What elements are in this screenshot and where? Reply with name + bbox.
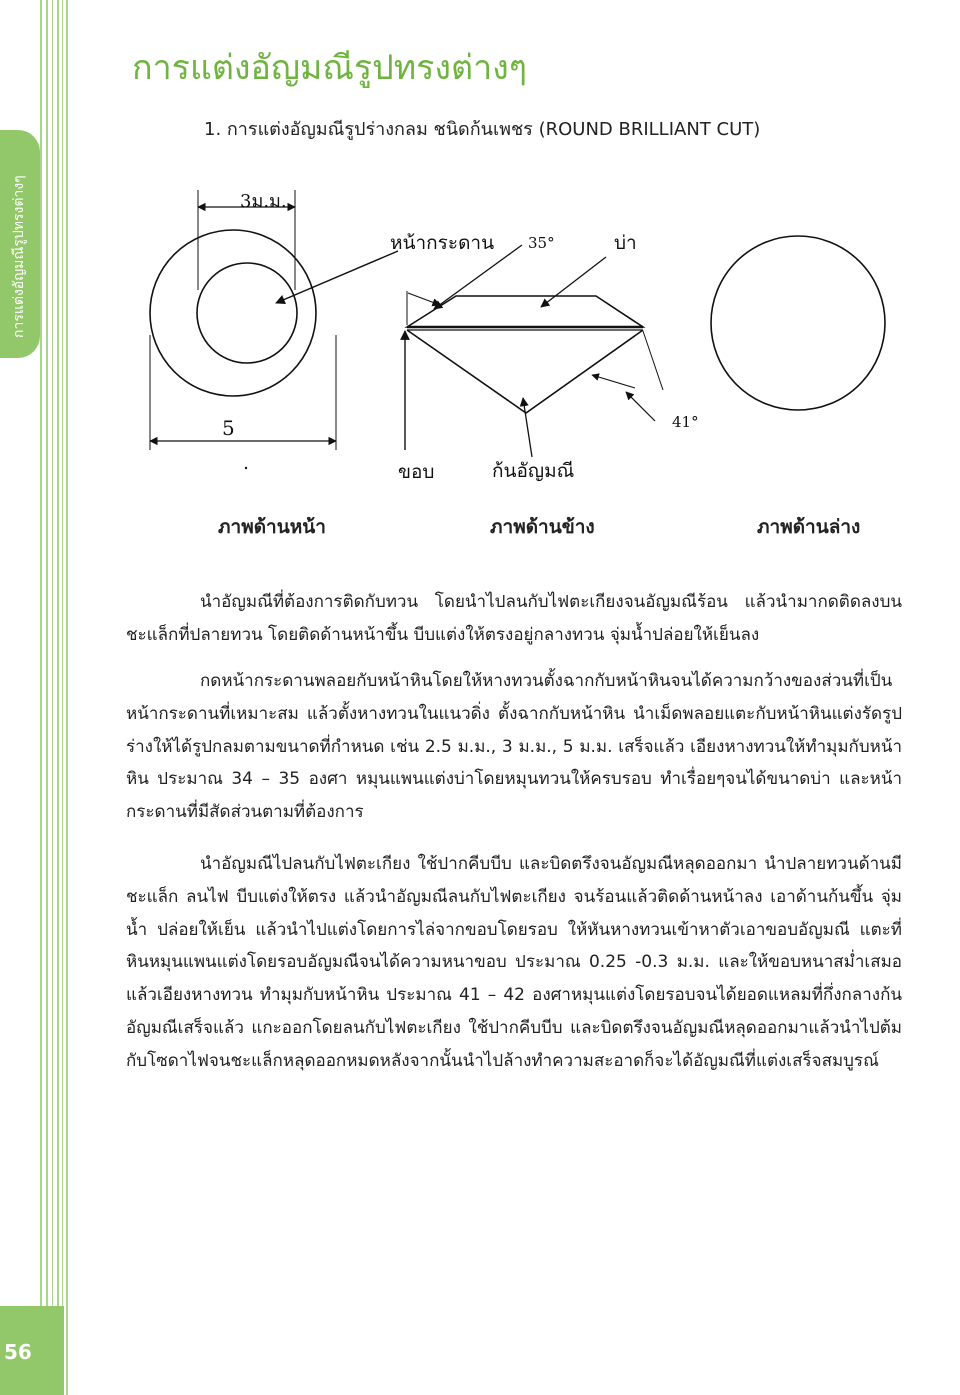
paragraph-3: นำอัญมณีไปลนกับไฟตะเกียง ใช้ปากคีบบีบ และบิดตรึงจนอัญมณีหลุดออกมา นำปลายทวนด้านมีชะแล็ก ลนไฟ บีบแต่งให้ตรง แล้วนำอัญมณีลนกับไฟตะเกียง จนร้อนแล้วติดด้านหน้าลง เอาด้านก้นขึ้น จุ่มน้ำ ปล่อยให้เย็น แล้วนำไปแต่งโดยการไล่จากขอบโดยรอบ ให้หันหางทวนเข้าหาตัวเอาขอบอัญมณี แตะที่หินหมุนแพนแต่งโดยรอบอัญมณีจนได้ความหนาขอบ ประมาณ 0.25 -0.3 ม.ม. และให้ขอบหนาสม่ำเสมอ แล้วเอียงหางทวน ทำมุมกับหน้าหิน ประมาณ 41 – 42 องศาหมุนแต่งโดยรอบจนได้ยอดแหลมที่กึ่งกลางก้นอัญมณีเสร็จแล้ว แกะออกโดยลนกับไฟตะเกียง ใช้ปากคีบบีบ และบิดตรึงจนอัญมณีหลุดออกมาแล้วนำไปต้มกับโซดาไฟจนชะแล็กหลุดออกหมดหลังจากนั้นนำไปล้างทำความสะอาดก็จะได้อัญมณีที่แต่งเสร็จสมบูรณ์ — [126, 854, 902, 1071]
caption-side-view: ภาพด้านข้าง — [490, 516, 595, 538]
section-heading: 1. การแต่งอัญมณีรูปร่างกลม ชนิดก้นเพชร (ROUND BRILLIANT CUT) — [204, 119, 761, 140]
label-table: หน้ากระดาน — [390, 232, 495, 254]
paragraph-2: กดหน้ากระดานพลอยกับหน้าหินโดยให้หางทวนตั้งฉากกับหน้าหินจนได้ความกว้างของส่วนที่เป็นหน้ากระดานที่เหมาะสม แล้วตั้งหางทวนในแนวดิ่ง ตั้งฉากกับหน้าหิน นำเม็ดพลอยแตะกับหน้าหินแต่งรัดรูปร่างให้ได้รูปกลมตามขนาดที่กำหนด เช่น 2.5 ม.ม., 3 ม.ม., 5 ม.ม. เสร็จแล้ว เอียงหางทวนให้ทำมุมกับหน้าหิน ประมาณ 34 – 35 องศา หมุนแพนแต่งบ่าโดยหมุนทวนให้ครบรอบ ทำเรื่อยๆจนได้ขนาดบ่า และหน้ากระดานที่มีสัดส่วนตามที่ต้องการ — [126, 671, 902, 823]
side-view — [405, 245, 663, 457]
label-crown: บ่า — [614, 232, 637, 254]
chapter-side-tab-label: การแต่งอัญมณีรูปทรงต่างๆ — [11, 175, 27, 338]
margin-line — [46, 0, 48, 1395]
paragraph-1: นำอัญมณีที่ต้องการติดกับทวน โดยนำไปลนกับไฟตะเกียงจนอัญมณีร้อน แล้วนำมากดติดลงบนชะแล็กที่ปลายทวน โดยติดด้านหน้าขึ้น บีบแต่งให้ตรงอยู่กลางทวน จุ่มน้ำปล่อยให้เย็นลง — [126, 592, 902, 645]
margin-line — [66, 0, 68, 1395]
front-table-circle — [197, 263, 297, 363]
front-bottom-dimension: 5 — [222, 416, 235, 440]
angle-pavilion: 41° — [672, 413, 699, 431]
caption-bottom-view: ภาพด้านล่าง — [757, 516, 861, 538]
page-title: การแต่งอัญมณีรูปทรงต่างๆ — [132, 48, 528, 88]
side-pavilion — [407, 330, 643, 413]
margin-line — [57, 0, 59, 1395]
round-brilliant-cut-diagram — [140, 185, 900, 485]
page-number: 56 — [4, 1340, 32, 1364]
margin-line — [40, 0, 42, 1395]
label-girdle: ขอบ — [398, 461, 435, 483]
angle-crown: 35° — [528, 234, 555, 252]
caption-front-view: ภาพด้านหน้า — [218, 516, 326, 538]
side-crown — [407, 296, 643, 327]
margin-line — [62, 0, 63, 1395]
label-culet: ก้นอัญมณี — [492, 460, 575, 482]
front-outer-circle — [150, 230, 316, 396]
front-top-dimension: 3ม.ม. — [240, 191, 287, 212]
margin-line — [52, 0, 53, 1395]
front-view — [150, 190, 398, 469]
bottom-view-circle — [711, 236, 885, 410]
